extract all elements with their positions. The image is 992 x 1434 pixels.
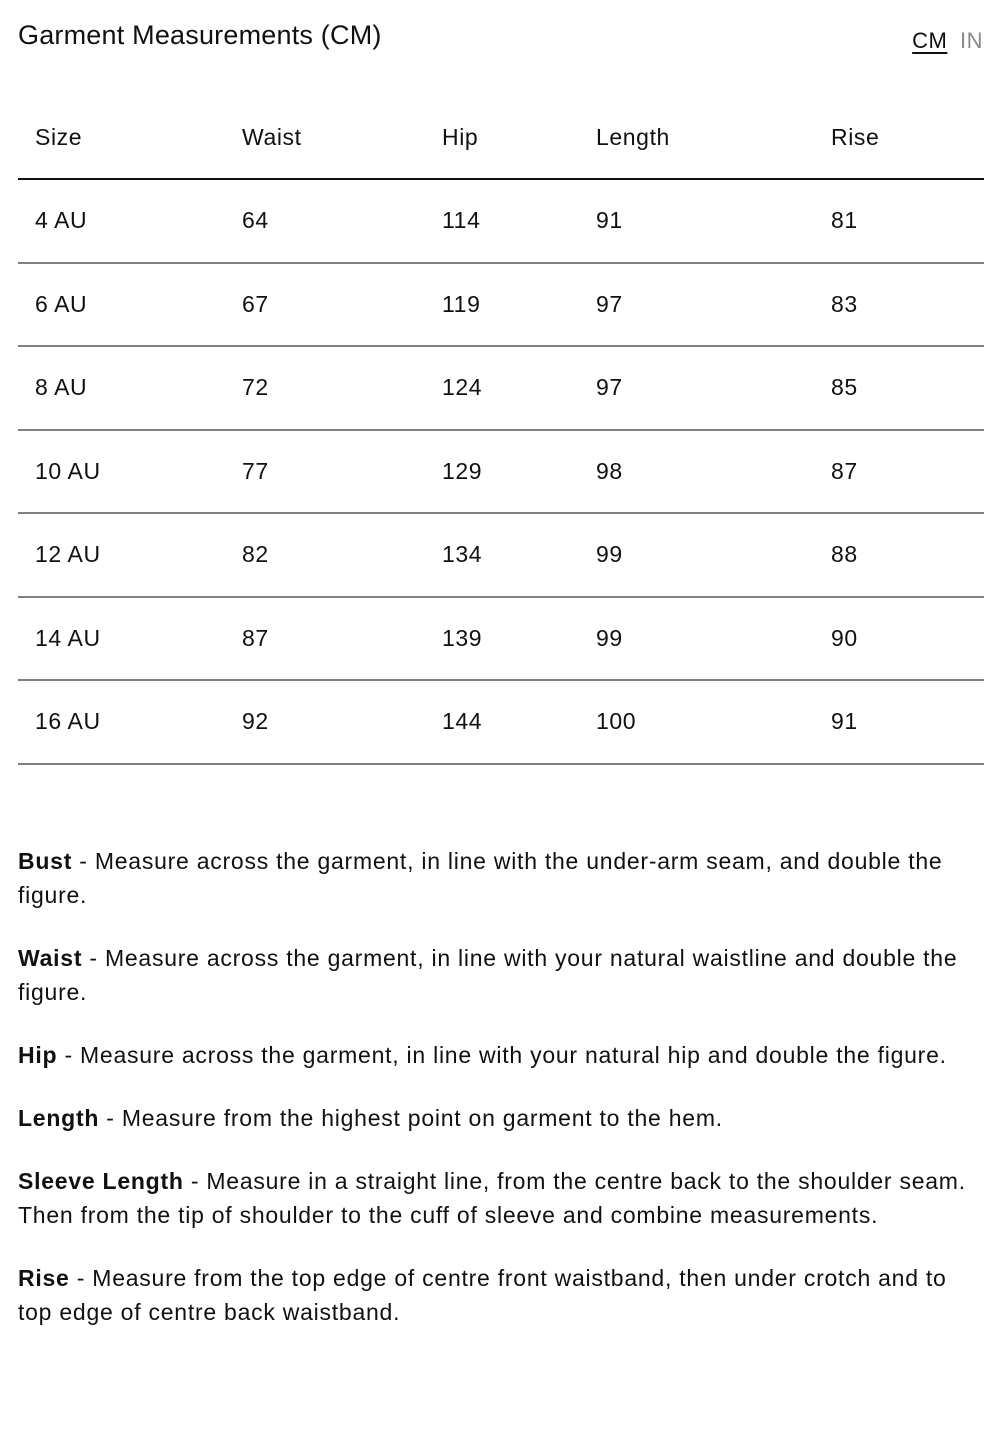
column-header-rise: Rise: [831, 96, 984, 179]
cell-hip: 134: [442, 513, 596, 597]
note-term: Length: [18, 1105, 100, 1131]
cell-length: 99: [596, 513, 831, 597]
size-guide-header: [18, 18, 983, 58]
cell-hip: 119: [442, 263, 596, 347]
table-row: [18, 680, 984, 764]
note-separator: -: [57, 1042, 81, 1068]
cell-rise: 87: [831, 430, 984, 514]
note-waist: [18, 941, 984, 1009]
cell-rise: 83: [831, 263, 984, 347]
note-term: Hip: [18, 1042, 58, 1068]
cell-waist: 92: [242, 680, 442, 764]
column-header-waist: Waist: [242, 96, 442, 179]
cell-size: 10 AU: [18, 430, 242, 514]
unit-toggle: [906, 28, 983, 54]
cell-size: 14 AU: [18, 597, 242, 681]
note-separator: -: [99, 1105, 122, 1131]
note-separator: -: [72, 848, 95, 874]
cell-size: 4 AU: [18, 179, 242, 263]
cell-length: 91: [596, 179, 831, 263]
cell-hip: 129: [442, 430, 596, 514]
table-row: [18, 430, 984, 514]
cell-waist: 77: [242, 430, 442, 514]
note-text: Measure across the garment, in line with the under-arm seam, and double the figure.: [18, 848, 943, 908]
cell-length: 100: [596, 680, 831, 764]
cell-length: 97: [596, 263, 831, 347]
table-row: [18, 597, 984, 681]
note-separator: -: [69, 1265, 93, 1291]
column-header-length: Length: [596, 96, 831, 179]
cell-waist: 72: [242, 346, 442, 430]
note-text: Measure from the top edge of centre front waistband, then under crotch and to top edge of centre back waistband.: [18, 1265, 947, 1325]
page-title: Garment Measurements (CM): [18, 20, 382, 50]
cell-waist: 82: [242, 513, 442, 597]
cell-length: 98: [596, 430, 831, 514]
cell-hip: 124: [442, 346, 596, 430]
cell-rise: 90: [831, 597, 984, 681]
note-sleeve-length: [18, 1164, 984, 1232]
cell-waist: 64: [242, 179, 442, 263]
note-term: Sleeve Length: [18, 1168, 184, 1194]
table-row: [18, 179, 984, 263]
column-header-size: Size: [18, 96, 242, 179]
note-text: Measure in a straight line, from the centre back to the shoulder seam. Then from the tip of shoulder to the cuff of sleeve and combine measurements.: [18, 1168, 966, 1228]
note-term: Waist: [18, 945, 83, 971]
cell-rise: 81: [831, 179, 984, 263]
cell-rise: 85: [831, 346, 984, 430]
cell-size: 12 AU: [18, 513, 242, 597]
note-separator: -: [82, 945, 105, 971]
note-hip: [18, 1038, 984, 1072]
note-length: [18, 1101, 984, 1135]
table-row: [18, 346, 984, 430]
note-text: Measure across the garment, in line with your natural hip and double the figure.: [80, 1042, 947, 1068]
note-separator: -: [183, 1168, 207, 1194]
note-rise: [18, 1261, 984, 1329]
cell-size: 6 AU: [18, 263, 242, 347]
table-header-row: [18, 96, 984, 179]
unit-cm-button[interactable]: CM: [912, 28, 948, 53]
cell-hip: 144: [442, 680, 596, 764]
cell-hip: 114: [442, 179, 596, 263]
unit-in-button[interactable]: IN: [960, 28, 983, 53]
table-row: [18, 513, 984, 597]
note-bust: [18, 844, 984, 912]
cell-size: 8 AU: [18, 346, 242, 430]
cell-waist: 87: [242, 597, 442, 681]
measurements-table: [18, 96, 984, 765]
note-text: Measure from the highest point on garment to the hem.: [121, 1105, 723, 1131]
cell-hip: 139: [442, 597, 596, 681]
note-term: Rise: [18, 1265, 70, 1291]
note-term: Bust: [18, 848, 73, 874]
cell-length: 99: [596, 597, 831, 681]
note-text: Measure across the garment, in line with your natural waistline and double the figure.: [18, 945, 958, 1005]
cell-waist: 67: [242, 263, 442, 347]
column-header-hip: Hip: [442, 96, 596, 179]
table-row: [18, 263, 984, 347]
cell-length: 97: [596, 346, 831, 430]
cell-rise: 91: [831, 680, 984, 764]
measurement-instructions: [18, 844, 984, 1358]
cell-rise: 88: [831, 513, 984, 597]
cell-size: 16 AU: [18, 680, 242, 764]
